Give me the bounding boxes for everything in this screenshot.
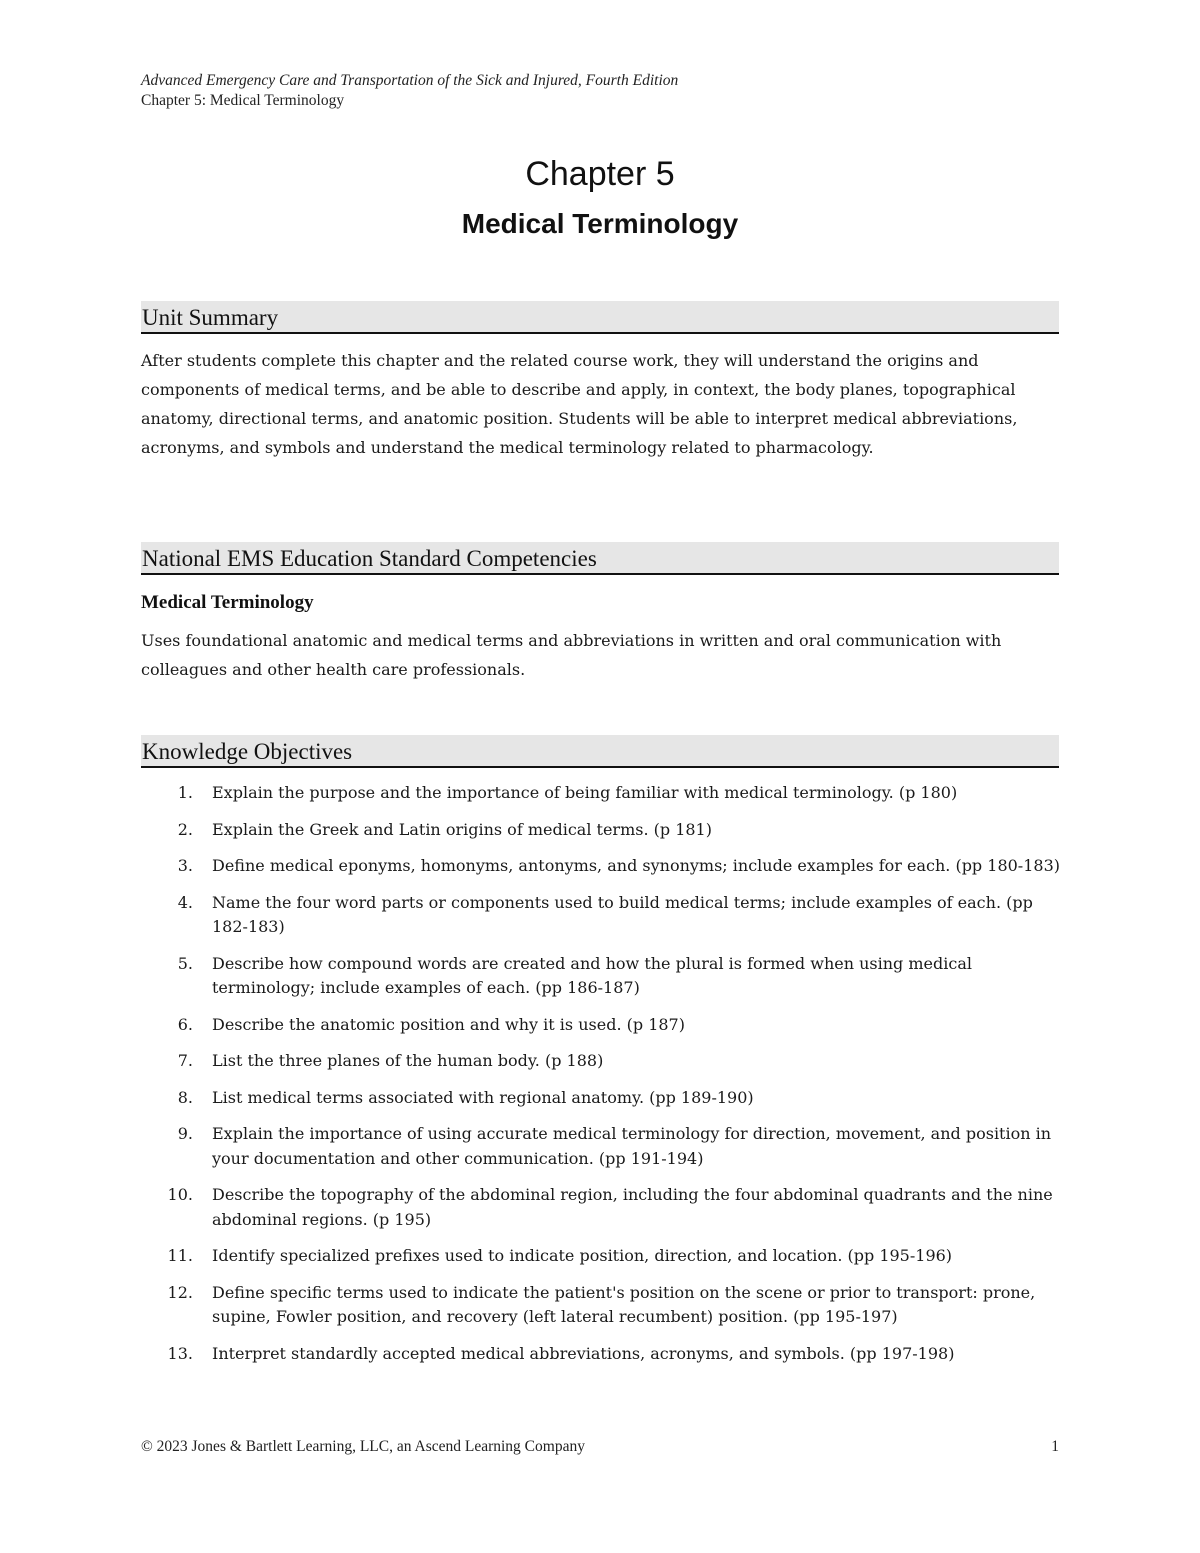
chapter-subtitle: Medical Terminology (461, 208, 739, 239)
objective-text: Interpret standardly accepted medical abbreviations, acronyms, and symbols. (pp 197-198) (212, 1343, 955, 1363)
objective-number: 8. (177, 1087, 193, 1107)
objective-item (141, 1281, 1066, 1330)
book-title: Advanced Emergency Care and Transportation of the Sick and Injured, Fourth Edition (141, 72, 679, 89)
objective-item (141, 1013, 1066, 1038)
objective-text: Describe how compound words are created and how the plural is formed when using medical terminology; include examples of each. (pp 186-187) (212, 953, 972, 997)
objective-item (141, 952, 1066, 1001)
copyright-notice: © 2023 Jones & Bartlett Learning, LLC, an Ascend Learning Company (141, 1438, 585, 1455)
objective-number: 2. (177, 819, 193, 839)
objective-item (141, 854, 1066, 879)
objective-text: List the three planes of the human body. (p 188) (212, 1051, 604, 1070)
competencies-heading: National EMS Education Standard Competencies (141, 542, 1059, 575)
objective-text: Describe the topography of the abdominal region, including the four abdominal quadrants and the nine abdominal regions. (p 195) (212, 1185, 1053, 1229)
objective-number: 13. (167, 1343, 193, 1363)
objective-text: Name the four word parts or components used to build medical terms; include examples of each. (pp 182-183) (212, 892, 1033, 936)
unit-summary-heading: Unit Summary (141, 301, 1059, 334)
chapter-line: Chapter 5: Medical Terminology (141, 92, 345, 109)
objective-text: Explain the Greek and Latin origins of medical terms. (p 181) (212, 819, 712, 839)
objective-item (141, 818, 1066, 843)
objective-number: 10. (167, 1185, 193, 1204)
objective-item (141, 1122, 1066, 1171)
objective-item (141, 1244, 1066, 1269)
objective-number: 11. (167, 1246, 193, 1265)
objective-text: List medical terms associated with regional anatomy. (pp 189-190) (212, 1087, 754, 1107)
objective-text: Explain the purpose and the importance of being familiar with medical terminology. (p 180) (212, 783, 958, 802)
objective-number: 7. (177, 1051, 193, 1070)
objective-item (141, 1342, 1066, 1367)
objective-item (141, 1086, 1066, 1111)
objective-text: Define medical eponyms, homonyms, antonyms, and synonyms; include examples for each. (pp 180-183) (212, 856, 1060, 875)
unit-summary-text: After students complete this chapter and the related course work, they will understand the origins and components of medical terms, and be able to describe and apply, in context, the body planes, topographical anatomy, directional terms, and anatomic position. Students will be able to interpret medical abbreviations, acronyms, and symbols and understand the medical terminology related to pharmacology. (141, 351, 1018, 457)
objective-number: 12. (167, 1282, 193, 1302)
running-header (141, 71, 678, 111)
competencies-text: Uses foundational anatomic and medical terms and abbreviations in written and oral communication with colleagues and other health care professionals. (141, 631, 1002, 679)
objective-text: Identify specialized prefixes used to indicate position, direction, and location. (pp 195-196) (212, 1246, 953, 1265)
objective-item (141, 1049, 1066, 1074)
objective-number: 4. (177, 892, 193, 912)
objective-item (141, 1183, 1066, 1232)
objective-text: Explain the importance of using accurate medical terminology for direction, movement, and position in your documentation and other communication. (pp 191-194) (212, 1124, 1052, 1168)
objectives-heading: Knowledge Objectives (141, 735, 1059, 768)
objective-number: 5. (177, 953, 193, 973)
objective-text: Describe the anatomic position and why it is used. (p 187) (212, 1014, 685, 1034)
objective-number: 1. (177, 783, 193, 802)
objective-number: 9. (177, 1124, 193, 1143)
objective-item (141, 781, 1066, 806)
objective-number: 3. (177, 856, 193, 875)
objective-text: Define specific terms used to indicate the patient's position on the scene or prior to transport: prone, supine, Fowler position, and recovery (left lateral recumbent) position. (pp 195-197) (212, 1282, 1036, 1326)
objectives-list (141, 781, 1066, 1378)
chapter-title: Chapter 5 (525, 155, 675, 193)
title-block (0, 152, 1200, 242)
objective-item (141, 891, 1066, 940)
competencies-subheading: Medical Terminology (141, 592, 314, 613)
objective-number: 6. (177, 1014, 193, 1034)
page-number: 1 (1051, 1438, 1059, 1455)
page-footer (141, 1436, 1059, 1458)
